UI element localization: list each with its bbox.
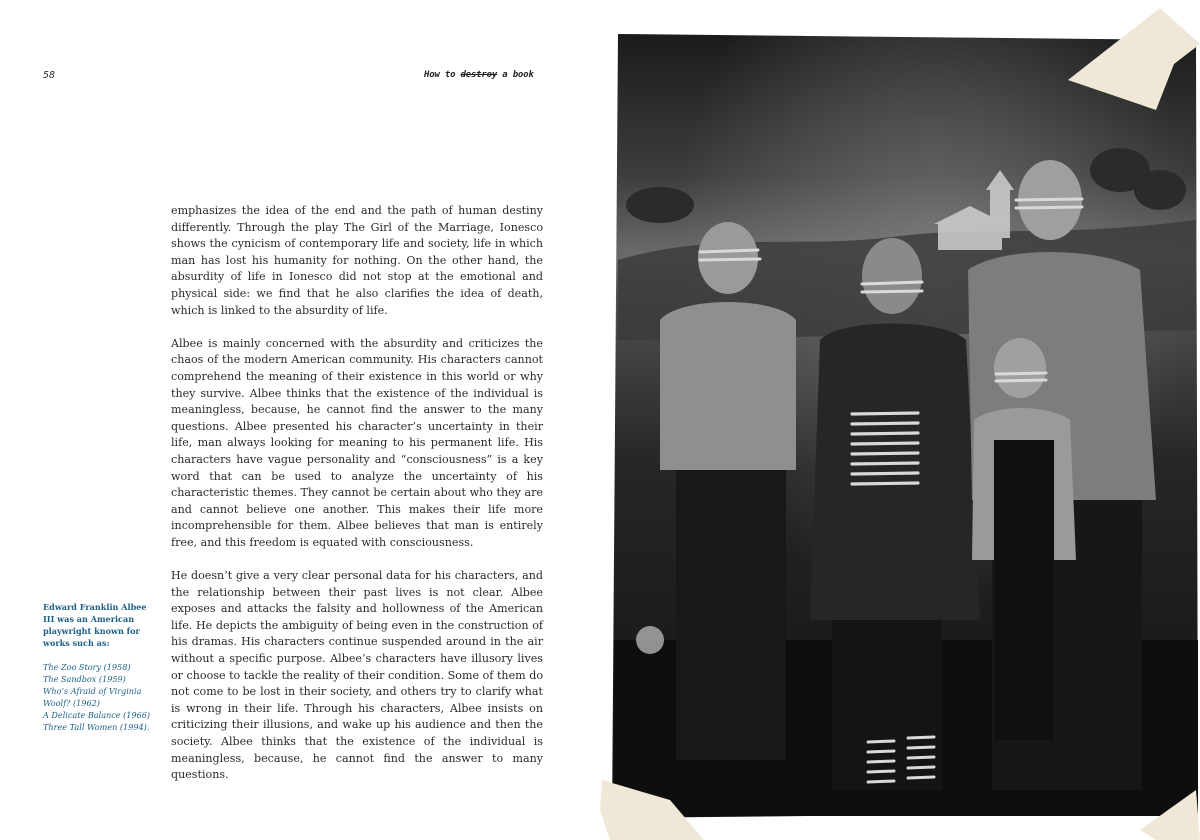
- works-list-item: The Zoo Story (1958): [43, 662, 131, 672]
- paragraph: He doesn’t give a very clear personal data for his characters, and the relationship between their past lives is not clear. Albee exposes and attacks the falsity and hollowness of the American life. He depicts the ambiguity of being even in the construction of his dramas. His characters continue suspended around in the air without a specific purpose. Albee’s characters have illusory lives or choose to tackle the reality of their condition. Some of them do not come to be lost in their society, and others try to clarify what is wrong in their life. Through his characters, Albee insists on criticizing their illusions, and wake up his audience and then the society. Albee thinks that the existence of the individual is meaningless, because, he cannot find the answer to many questions.: [171, 569, 543, 782]
- photo-svg: [600, 0, 1200, 840]
- page-number: 58: [43, 70, 56, 81]
- running-head: [424, 70, 534, 80]
- paragraph: emphasizes the idea of the end and the path of human destiny differently. Through the play The Girl of the Marriage, Ionesco shows the cynicism of contemporary life and society, life in which man has lost his humanity for nothing. On the other hand, the absurdity of life in Ionesco did not stop at the emotional and physical side: we find that he also clarifies the idea of death, which is linked to the absurdity of life.: [171, 204, 543, 317]
- works-list-item: The Sandbox (1959): [43, 674, 126, 684]
- running-head-prefix: How to: [424, 70, 461, 80]
- running-head-suffix: a book: [497, 70, 534, 80]
- body-text: [171, 203, 543, 800]
- works-list-item: A Delicate Balance (1966): [43, 710, 151, 720]
- running-head-struck-word: destroy: [460, 70, 498, 80]
- works-list: [43, 661, 155, 733]
- works-list-item: Three Tall Women (1994).: [43, 722, 150, 732]
- family-photograph: [600, 0, 1200, 840]
- sidenote-lead: Edward Franklin Albee III was an American playwright known for works such as:: [43, 602, 147, 648]
- paragraph: Albee is mainly concerned with the absurdity and criticizes the chaos of the modern American community. His characters cannot comprehend the meaning of their existence in this world or why they survive. Albee thinks that the existence of the individual is meaningless, because, he cannot find the answer to the many questions. Albee presented his character’s uncertainty in their life, man always looking for meaning to his permanent life. His characters have vague personality and “consciousness” is a key word that can be used to analyze the uncertainty of his characteristic themes. They cannot be certain about who they are and cannot believe one another. This makes their life more incomprehensible for them. Albee believes that man is entirely free, and this freedom is equated with consciousness.: [171, 336, 543, 549]
- sidenote: [43, 601, 155, 733]
- works-list-item: Who’s Afraid of Virginia Woolf? (1962): [43, 686, 142, 708]
